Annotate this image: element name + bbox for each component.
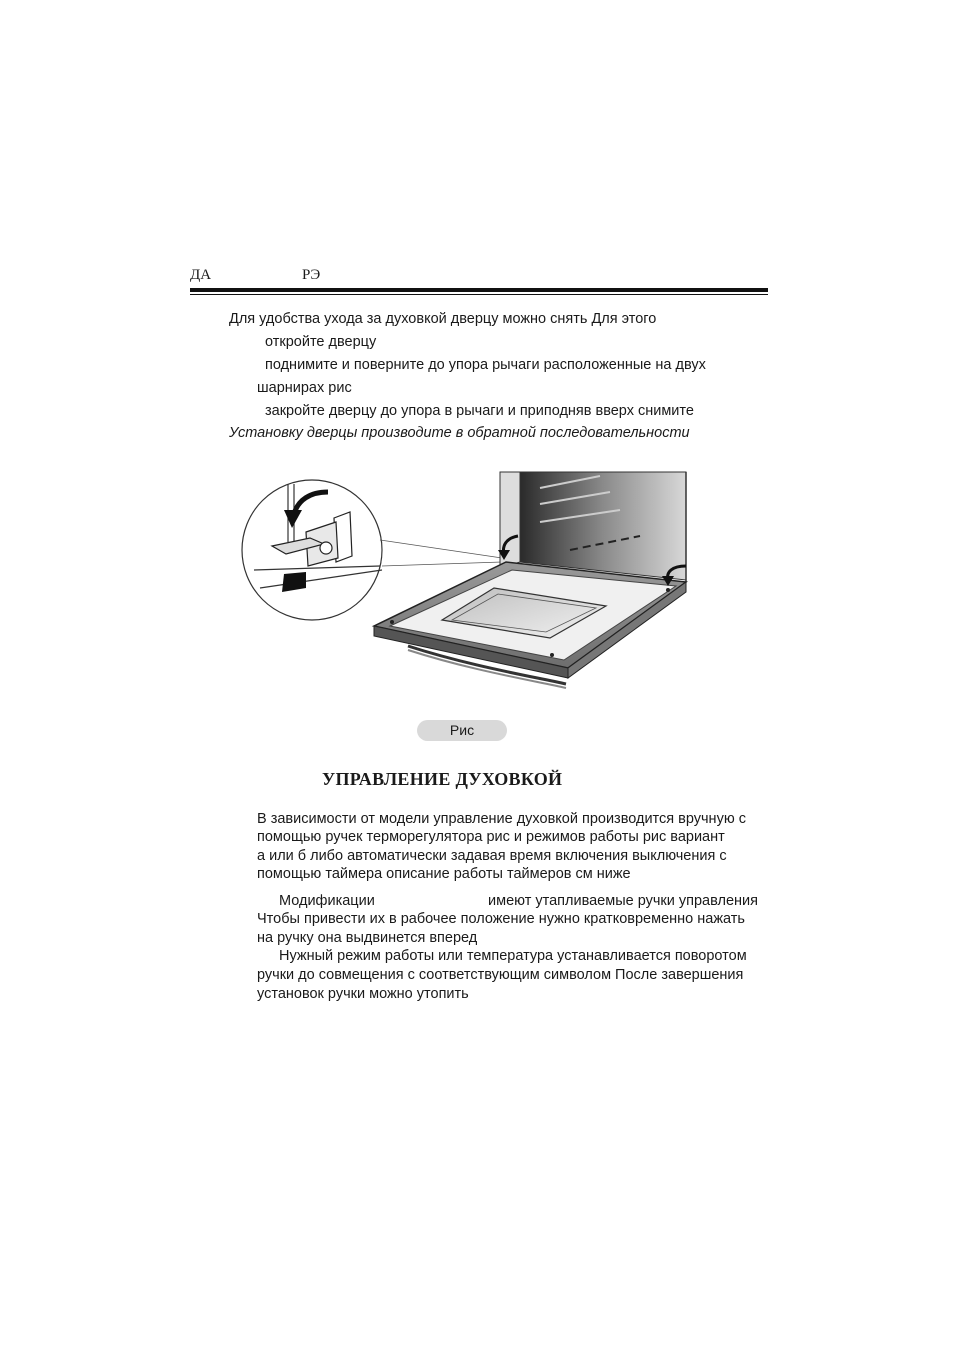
install-note: Установку дверцы производите в обратной последовательности: [229, 425, 690, 441]
header-doc-code-left: ДА: [190, 267, 212, 283]
figure-caption: Рис: [417, 720, 507, 741]
oven-door-illustration: [240, 470, 700, 695]
door-removal-step-2-cont: шарнирах рис: [257, 380, 352, 396]
door-removal-step-1: откройте дверцу: [265, 334, 377, 350]
paragraph-line: на ручку она выдвинется вперед: [257, 930, 478, 946]
paragraph-line: помощью ручек терморегулятора рис и режимов работы рис вариант: [257, 829, 725, 845]
header-rule-thin: [190, 294, 768, 295]
paragraph-line: В зависимости от модели управление духовкой производится вручную с: [257, 811, 746, 827]
door-removal-step-3: закройте дверцу до упора в рычаги и приподняв вверх снимите: [265, 403, 694, 419]
paragraph-line: Чтобы привести их в рабочее положение нужно кратковременно нажать: [257, 911, 745, 927]
paragraph-line: Нужный режим работы или температура устанавливается поворотом: [279, 948, 747, 964]
oven-door: [374, 562, 686, 688]
door-removal-intro: Для удобства ухода за духовкой дверцу можно снять Для этого: [229, 311, 657, 327]
paragraph-line: помощью таймера описание работы таймеров см ниже: [257, 866, 631, 882]
door-removal-step-2: поднимите и поверните до упора рычаги расположенные на двух: [265, 357, 706, 373]
paragraph-line: а или б либо автоматически задавая время включения выключения с: [257, 848, 727, 864]
paragraph-line: установок ручки можно утопить: [257, 986, 469, 1002]
header-doc-code-right: РЭ: [302, 267, 321, 283]
header-rule-thick: [190, 288, 768, 292]
paragraph-line: ручки до совмещения с соответствующим символом После завершения: [257, 967, 744, 983]
modifications-label: Модификации: [279, 893, 375, 909]
modifications-text: имеют утапливаемые ручки управления: [488, 893, 758, 909]
section-title: УПРАВЛЕНИЕ ДУХОВКОЙ: [322, 769, 563, 789]
